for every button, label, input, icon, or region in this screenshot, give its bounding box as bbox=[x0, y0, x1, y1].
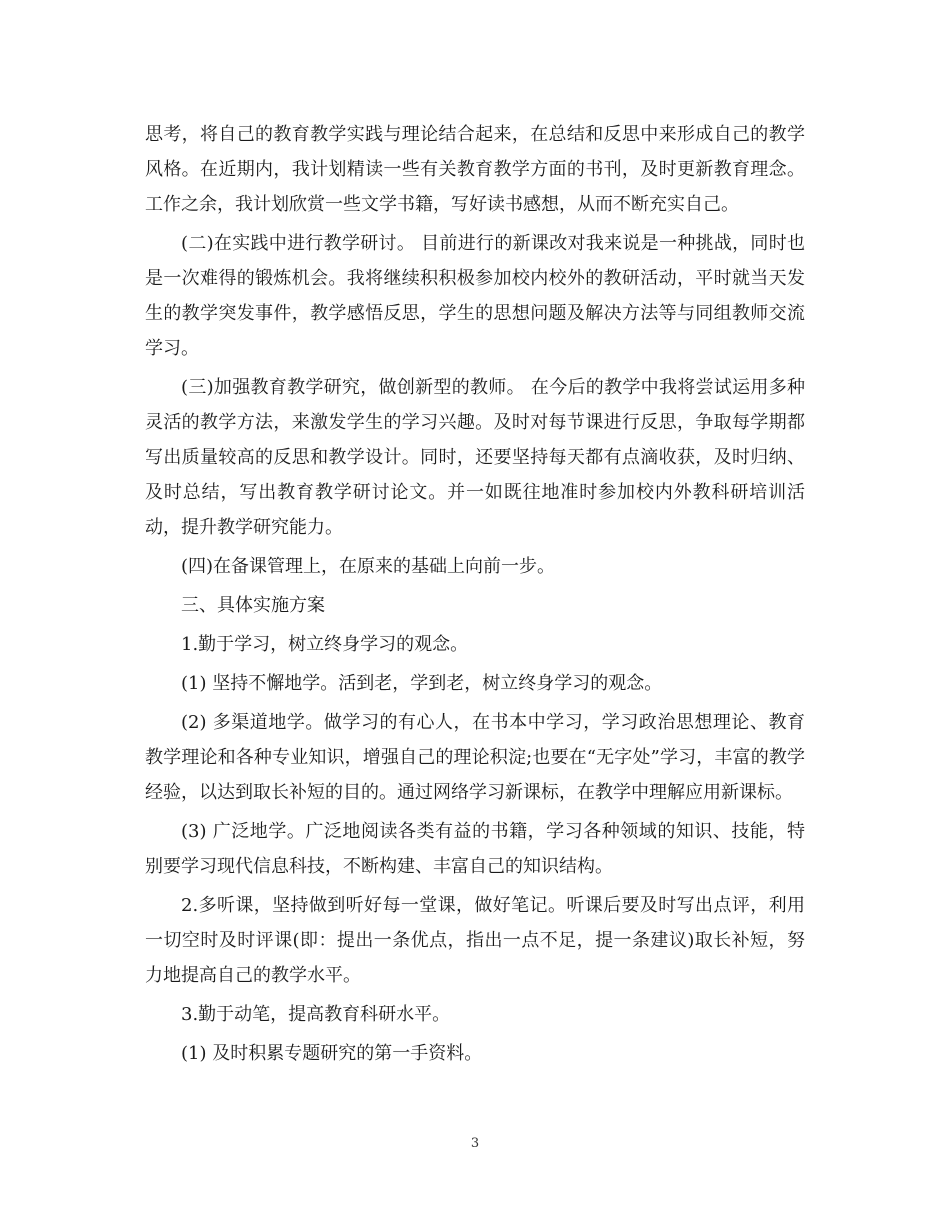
paragraph-item-3: 3.勤于动笔，提高教育科研水平。 bbox=[181, 1004, 451, 1025]
paragraph-item-1: 1.勤于学习，树立终身学习的观念。 bbox=[181, 634, 469, 655]
paragraph-item-2: 2.多听课，坚持做到听好每一堂课，做好笔记。听课后要及时写出点评，利用一切空时及时评课(即：提出一条优点，指出一点不足，提一条建议)取长补短，努力地提高自己的教学水平。 bbox=[145, 895, 805, 986]
paragraph-subitem-3-1: (1) 及时积累专题研究的第一手资料。 bbox=[181, 1043, 483, 1064]
heading-implementation-plan: 三、具体实施方案 bbox=[181, 595, 325, 616]
paragraph-section-two: (二)在实践中进行教学研讨。 目前进行的新课改对我来说是一种挑战，同时也是一次难得的锻炼机会。我将继续积积极参加校内校外的教研活动，平时就当天发生的教学突发事件，教学感悟反思，学生的思想问题及解决方法等与同组教师交流学习。 bbox=[145, 233, 805, 359]
paragraph-intro-continuation: 思考，将自己的教育教学实践与理论结合起来，在总结和反思中来形成自己的教学风格。在近期内，我计划精读一些有关教育教学方面的书刊，及时更新教育理念。工作之余，我计划欣赏一些文学书籍，写好读书感想，从而不断充实自己。 bbox=[145, 124, 805, 215]
page-number: 3 bbox=[470, 1136, 480, 1151]
paragraph-subitem-1-1: (1) 坚持不懈地学。活到老，学到老，树立终身学习的观念。 bbox=[181, 673, 663, 694]
paragraph-section-four: (四)在备课管理上，在原来的基础上向前一步。 bbox=[181, 556, 556, 577]
paragraph-subitem-1-2: (2) 多渠道地学。做学习的有心人，在书本中学习，学习政治思想理论、教育教学理论和各种专业知识，增强自己的理论积淀;也要在“无字处”学习，丰富的教学经验，以达到取长补短的目的。通过网络学习新课标，在教学中理解应用新课标。 bbox=[145, 712, 805, 803]
paragraph-subitem-1-3: (3) 广泛地学。广泛地阅读各类有益的书籍，学习各种领域的知识、技能，特别要学习现代信息科技，不断构建、丰富自己的知识结构。 bbox=[145, 821, 805, 877]
document-body bbox=[145, 117, 805, 1071]
paragraph-section-three: (三)加强教育教学研究，做创新型的教师。 在今后的教学中我将尝试运用多种灵活的教学方法，来激发学生的学习兴趣。及时对每节课进行反思，争取每学期都写出质量较高的反思和教学设计。同时，还要坚持每天都有点滴收获，及时归纳、及时总结，写出教育教学研讨论文。并一如既往地准时参加校内外教科研培训活动，提升教学研究能力。 bbox=[145, 377, 805, 538]
